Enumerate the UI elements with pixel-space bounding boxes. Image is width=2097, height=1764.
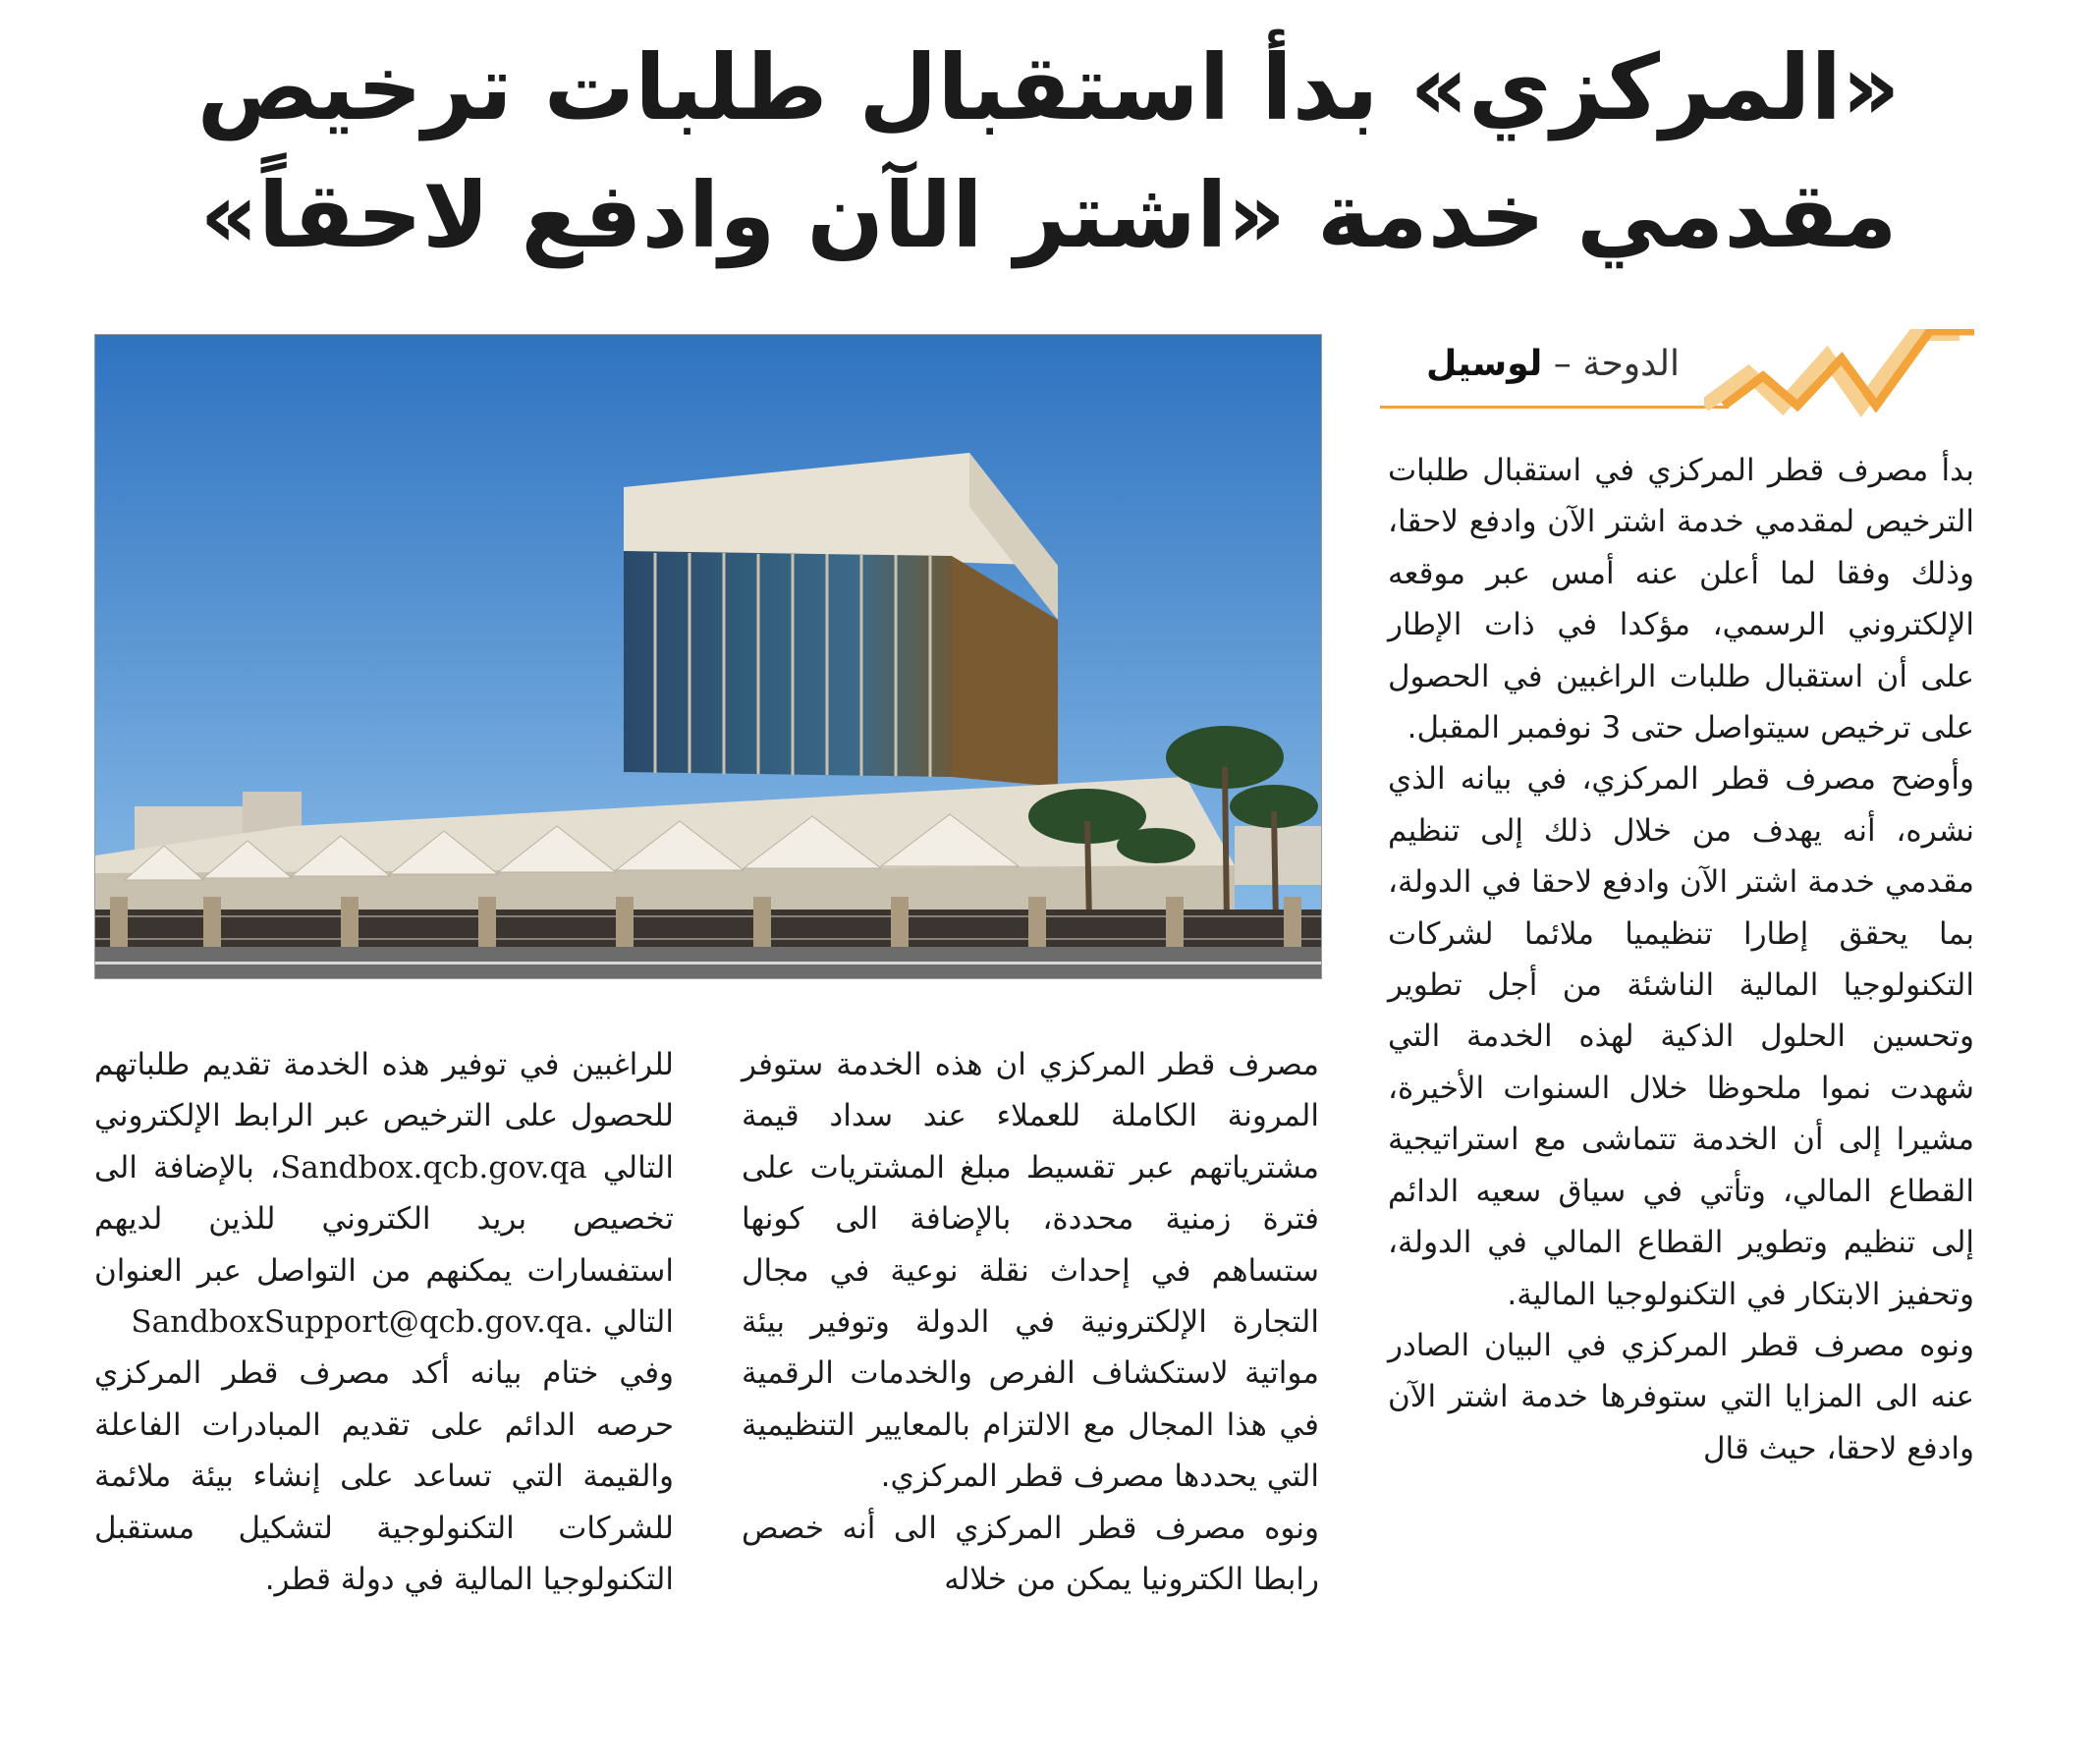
support-email-link[interactable]: SandboxSupport@qcb.gov.qa. [131,1304,593,1341]
byline-city: الدوحة – [1553,344,1680,384]
headline [79,25,2018,280]
central-bank-building-icon [95,335,1321,978]
article-text: ، بالإضافة الى تخصيص بريد الكتروني للذين لديهم استفسارات يمكنهم من التواصل عبر العنوان التالي [94,1149,674,1341]
article-paragraph: وفي ختام بيانه أكد مصرف قطر المركزي حرصه الدائم على تقديم المبادرات الفاعلة والقيمة التي تساعد على إنشاء بيئة ملائمة للشركات التكنولوجية لتشكيل مستقبل التكنولوجيا المالية في دولة قطر. [94,1355,674,1598]
article-column-1 [1388,445,1974,1474]
article-paragraph: مصرف قطر المركزي ان هذه الخدمة ستوفر المرونة الكاملة للعملاء عند سداد قيمة مشترياتهم عبر تقسيط مبلغ المشتريات على فترة زمنية محددة، بالإضافة الى كونها ستساهم في إحداث نقلة نوعية في مجال التجارة الإلكترونية في الدولة وتوفير بيئة مواتية لاستكشاف الفرص والخدمات الرقمية في هذا المجال مع الالتزام بالمعايير التنظيمية التي يحددها مصرف قطر المركزي. [742,1047,1319,1495]
byline-accent-rule [1380,406,1729,409]
article-column-3 [94,1039,674,1605]
article-paragraph: ونوه مصرف قطر المركزي الى أنه خصص رابطا الكترونيا يمكن من خلاله [742,1510,1319,1598]
article-column-2 [742,1039,1319,1605]
article-paragraph: وأوضح مصرف قطر المركزي، في بيانه الذي نشره، أنه يهدف من خلال ذلك إلى تنظيم مقدمي خدمة اشتر الآن وادفع لاحقا في الدولة، بما يحقق إطارا تنظيميا ملائما لشركات التكنولوجيا المالية الناشئة من أجل تطوير وتحسين الحلول الذكية لهذه الخدمة التي شهدت نموا ملحوظا خلال السنوات الأخيرة، مشيرا إلى أن الخدمة تتماشى مع استراتيجية القطاع المالي، وتأتي في سياق سعيه الدائم إلى تنظيم وتطوير القطاع المالي في الدولة، وتحفيز الابتكار في التكنولوجيا المالية. [1388,761,1974,1312]
zigzag-logo-icon [1704,329,1974,422]
application-link[interactable]: Sandbox.qcb.gov.qa [279,1149,587,1185]
byline-source: لوسيل [1425,344,1543,384]
byline [1380,329,1974,422]
article-paragraph: بدأ مصرف قطر المركزي في استقبال طلبات الترخيص لمقدمي خدمة اشتر الآن وادفع لاحقا، وذلك وفقا لما أعلن عنه أمس عبر موقعه الإلكتروني الرسمي، مؤكدا في ذات الإطار على أن استقبال طلبات الراغبين في الحصول على ترخيص سيتواصل حتى 3 نوفمبر المقبل. [1388,453,1974,746]
article-paragraph [94,1039,674,1348]
headline-line-2: مقدمي خدمة «اشتر الآن وادفع لاحقاً» [199,163,1898,268]
byline-text [1426,344,1680,384]
central-bank-photo [94,334,1322,979]
article-text: للراغبين في توفير هذه الخدمة تقديم طلباتهم للحصول على الترخيص عبر الرابط الإلكتروني التالي [94,1047,674,1185]
article-paragraph: ونوه مصرف قطر المركزي في البيان الصادر عنه الى المزايا التي ستوفرها خدمة اشتر الآن وادفع لاحقا، حيث قال [1388,1327,1974,1466]
headline-line-1: «المركزي» بدأ استقبال طلبات ترخيص [196,35,1901,140]
